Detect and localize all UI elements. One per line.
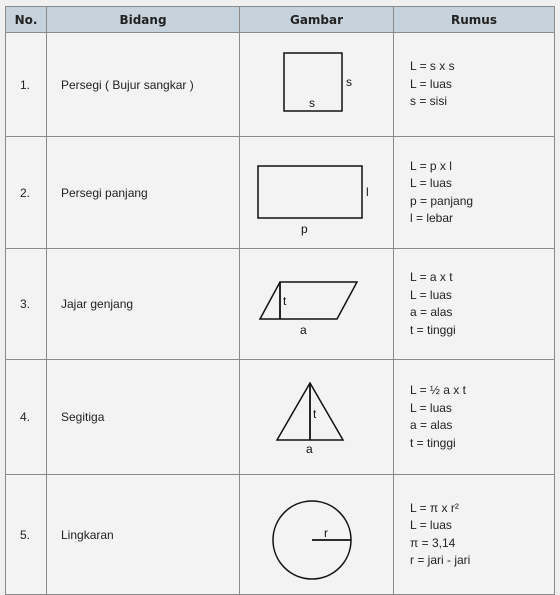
formula-line: l = lebar [410, 211, 454, 225]
parallelogram-figure [240, 249, 394, 360]
header-bidang: Bidang [47, 7, 240, 33]
formula-line: L = p x l [410, 158, 452, 173]
table-row [6, 33, 555, 137]
row-number: 2. [6, 137, 47, 249]
formula-line: L = luas [410, 518, 452, 532]
formula-line: L = luas [410, 176, 452, 190]
formula-line: t = tinggi [410, 322, 456, 337]
row-number: 4. [6, 360, 47, 475]
row-number: 5. [6, 475, 47, 595]
header-row [6, 7, 555, 33]
formula-line: a = alas [410, 305, 453, 319]
header-no: No. [6, 7, 47, 33]
circle-radius-label: r [324, 526, 328, 540]
formula-cell [394, 137, 555, 249]
rectangle-diagram [240, 137, 394, 245]
formula-line: L = luas [410, 287, 452, 302]
formula-line: L = a x t [410, 270, 453, 284]
formula-line: L = luas [410, 400, 452, 415]
formula-table [5, 6, 555, 595]
circle-figure [240, 475, 394, 595]
row-number: 1. [6, 33, 47, 137]
formula-cell [394, 475, 555, 595]
formula-cell [394, 33, 555, 137]
table-row [6, 137, 555, 249]
square-diagram [240, 33, 394, 133]
formula-line: s = sisi [410, 94, 448, 109]
rectangle-shape [258, 166, 362, 218]
shape-name: Segitiga [47, 360, 240, 475]
triangle-height-label: t [313, 407, 317, 421]
shape-name: Lingkaran [47, 475, 240, 595]
formula-cell [394, 249, 555, 360]
formula-line: p = panjang [410, 193, 474, 208]
table-row [6, 475, 555, 595]
parallelogram-base-label: a [300, 323, 307, 337]
rectangle-side-bottom-label: p [301, 222, 308, 236]
parallelogram-height-label: t [283, 294, 287, 308]
circle-diagram [240, 475, 394, 591]
shape-name: Jajar genjang [47, 249, 240, 360]
formula-line: L = s x s [410, 59, 455, 74]
square-figure [240, 33, 394, 137]
table-row [6, 249, 555, 360]
square-side-right-label: s [346, 75, 352, 89]
header-gambar: Gambar [240, 7, 394, 33]
rectangle-figure [240, 137, 394, 249]
parallelogram-shape [260, 282, 357, 319]
formula-line: L = ½ a x t [410, 383, 466, 397]
formula-cell [394, 360, 555, 475]
formula-line: π = 3,14 [410, 535, 456, 550]
parallelogram-diagram [240, 249, 394, 356]
triangle-diagram [240, 360, 394, 471]
formula-line: L = π x r² [410, 500, 459, 515]
formula-line: a = alas [410, 418, 453, 432]
shape-name: Persegi panjang [47, 137, 240, 249]
triangle-base-label: a [306, 442, 313, 456]
triangle-figure [240, 360, 394, 475]
rectangle-side-right-label: l [366, 185, 369, 199]
shape-name: Persegi ( Bujur sangkar ) [47, 33, 240, 137]
row-number: 3. [6, 249, 47, 360]
formula-line: t = tinggi [410, 435, 456, 450]
table-row [6, 360, 555, 475]
formula-line: L = luas [410, 76, 452, 91]
formula-line: r = jari - jari [410, 553, 471, 567]
square-side-bottom-label: s [309, 96, 315, 110]
header-rumus: Rumus [394, 7, 555, 33]
